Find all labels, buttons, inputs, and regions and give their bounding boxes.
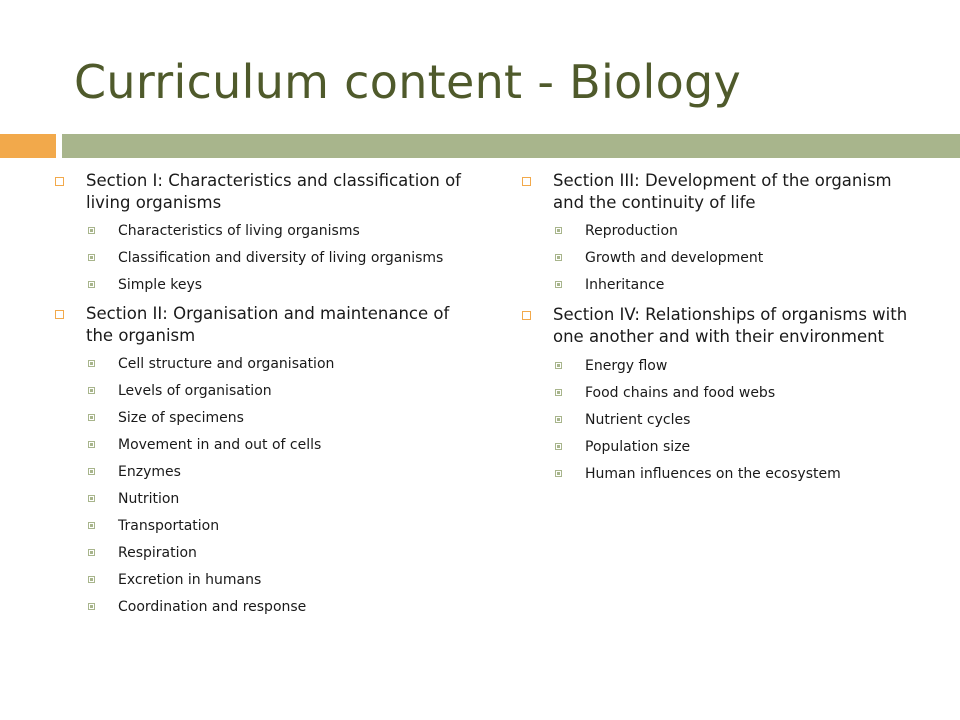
topic-list-item [86, 250, 470, 266]
right-content-column [521, 170, 921, 493]
topic-label: Population size [585, 439, 691, 455]
topic-list-item [553, 223, 921, 239]
section-list-item [54, 303, 470, 615]
topic-label: Classification and diversity of living organisms [118, 250, 444, 266]
topic-label: Growth and development [585, 250, 764, 266]
topic-list-item [553, 439, 921, 455]
square-bullet-icon [555, 254, 562, 261]
square-bullet-icon [555, 227, 562, 234]
topic-list [553, 358, 921, 482]
topic-list-item [86, 223, 470, 239]
topic-list-item [86, 356, 470, 372]
topic-label: Reproduction [585, 223, 678, 239]
topic-list-item [86, 410, 470, 426]
square-bullet-icon [88, 360, 95, 367]
topic-list-item [86, 491, 470, 507]
hollow-square-bullet-icon [522, 177, 531, 186]
topic-list-item [86, 599, 470, 615]
topic-list-item [553, 412, 921, 428]
section-list-item [521, 170, 921, 293]
square-bullet-icon [88, 281, 95, 288]
title-accent-bar-green [62, 134, 960, 158]
topic-label: Nutrition [118, 491, 180, 507]
square-bullet-icon [555, 389, 562, 396]
section-heading: Section II: Organisation and maintenance of the organism [86, 304, 450, 345]
square-bullet-icon [555, 281, 562, 288]
topic-list-item [553, 277, 921, 293]
topic-label: Characteristics of living organisms [118, 223, 360, 239]
topic-list-item [86, 383, 470, 399]
topic-list-item [553, 358, 921, 374]
square-bullet-icon [555, 362, 562, 369]
topic-label: Food chains and food webs [585, 385, 776, 401]
square-bullet-icon [88, 254, 95, 261]
hollow-square-bullet-icon [55, 177, 64, 186]
square-bullet-icon [555, 443, 562, 450]
section-heading: Section I: Characteristics and classification of living organisms [86, 171, 461, 212]
square-bullet-icon [88, 387, 95, 394]
topic-label: Size of specimens [118, 410, 244, 426]
topic-list-item [86, 437, 470, 453]
section-list-item [521, 304, 921, 482]
square-bullet-icon [88, 468, 95, 475]
topic-list-item [86, 277, 470, 293]
left-content-column [54, 170, 470, 626]
topic-label: Nutrient cycles [585, 412, 691, 428]
square-bullet-icon [88, 522, 95, 529]
square-bullet-icon [555, 416, 562, 423]
square-bullet-icon [88, 227, 95, 234]
topic-list [553, 223, 921, 293]
hollow-square-bullet-icon [522, 311, 531, 320]
section-heading: Section III: Development of the organism and the continuity of life [553, 171, 892, 212]
topic-label: Excretion in humans [118, 572, 262, 588]
square-bullet-icon [88, 603, 95, 610]
topic-list [86, 356, 470, 615]
topic-label: Movement in and out of cells [118, 437, 322, 453]
section-heading: Section IV: Relationships of organisms with one another and with their environment [553, 305, 908, 346]
square-bullet-icon [88, 495, 95, 502]
topic-label: Levels of organisation [118, 383, 272, 399]
topic-list-item [86, 572, 470, 588]
topic-label: Inheritance [585, 277, 665, 293]
square-bullet-icon [88, 549, 95, 556]
square-bullet-icon [88, 414, 95, 421]
topic-list-item [86, 518, 470, 534]
topic-label: Cell structure and organisation [118, 356, 335, 372]
hollow-square-bullet-icon [55, 310, 64, 319]
topic-list [86, 223, 470, 293]
topic-list-item [553, 250, 921, 266]
topic-label: Respiration [118, 545, 197, 561]
topic-label: Enzymes [118, 464, 181, 480]
slide-title: Curriculum content - Biology [74, 55, 742, 109]
topic-label: Human influences on the ecosystem [585, 466, 841, 482]
topic-list-item [553, 466, 921, 482]
section-list-item [54, 170, 470, 293]
topic-label: Energy flow [585, 358, 668, 374]
topic-list-item [86, 545, 470, 561]
topic-list-item [86, 464, 470, 480]
title-accent-bar-orange [0, 134, 56, 158]
square-bullet-icon [88, 441, 95, 448]
square-bullet-icon [555, 470, 562, 477]
topic-list-item [553, 385, 921, 401]
square-bullet-icon [88, 576, 95, 583]
topic-label: Coordination and response [118, 599, 307, 615]
topic-label: Simple keys [118, 277, 203, 293]
topic-label: Transportation [118, 518, 220, 534]
